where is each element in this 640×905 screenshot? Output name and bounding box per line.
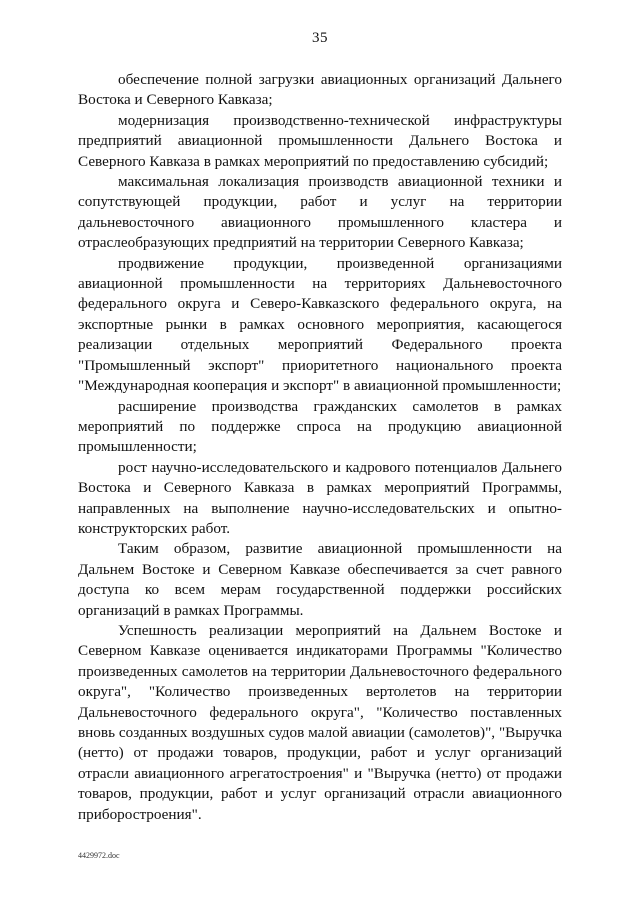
paragraph-3: максимальная локализация производств авиационной техники и сопутствующей продукции, работ и услуг на территории дальневосточного авиационного промышленного кластера и отраслеобразующих предприятий на территории Северного Кавказа; [78, 173, 562, 252]
paragraph-8: Успешность реализации мероприятий на Дальнем Востоке и Северном Кавказе оценивается индикаторами Программы "Количество произведенных самолетов на территории Дальневосточного федерального округа", "Количество произведенных вертолетов на территории Дальневосточного федерального округа", "Количество поставленных вновь созданных воздушных судов малой авиации (самолетов)", "Выручка (нетто) от продажи товаров, продукции, работ и услуг организаций отрасли авиационного агрегатостроения" и "Выручка (нетто) от продажи товаров, продукции, работ и услуг организаций отрасли авиационного приборостроения". [78, 621, 562, 823]
document-footer-filename: 4429972.doc [78, 851, 120, 860]
page-number: 35 [312, 30, 328, 46]
paragraph-7: Таким образом, развитие авиационной промышленности на Дальнем Востоке и Северном Кавказе обеспечивается за счет равного доступа ко всем мерам государственной поддержки российских организаций в рамках Программы. [78, 540, 562, 619]
paragraph-6: рост научно-исследовательского и кадрового потенциалов Дальнего Востока и Северного Кавказа в рамках мероприятий Программы, направленных на выполнение научно-исследовательских и опытно-конструкторских работ. [78, 458, 562, 537]
paragraph-4: продвижение продукции, произведенной организациями авиационной промышленности на территориях Дальневосточного федерального округа и Северо-Кавказского федерального округа, на экспортные рынки в рамках основного мероприятия, касающегося реализации отдельных мероприятий Федерального проекта "Промышленный экспорт" приоритетного национального проекта "Международная кооперация и экспорт" в авиационной промышленности; [78, 254, 562, 395]
paragraph-1: обеспечение полной загрузки авиационных организаций Дальнего Востока и Северного Кавказа; [78, 71, 562, 109]
paragraph-2: модернизация производственно-технической инфраструктуры предприятий авиационной промышленности Дальнего Востока и Северного Кавказа в рамках мероприятий по предоставлению субсидий; [78, 111, 562, 170]
paragraph-5: расширение производства гражданских самолетов в рамках мероприятий по поддержке спроса на продукцию авиационной промышленности; [78, 397, 562, 456]
document-body [78, 70, 562, 825]
